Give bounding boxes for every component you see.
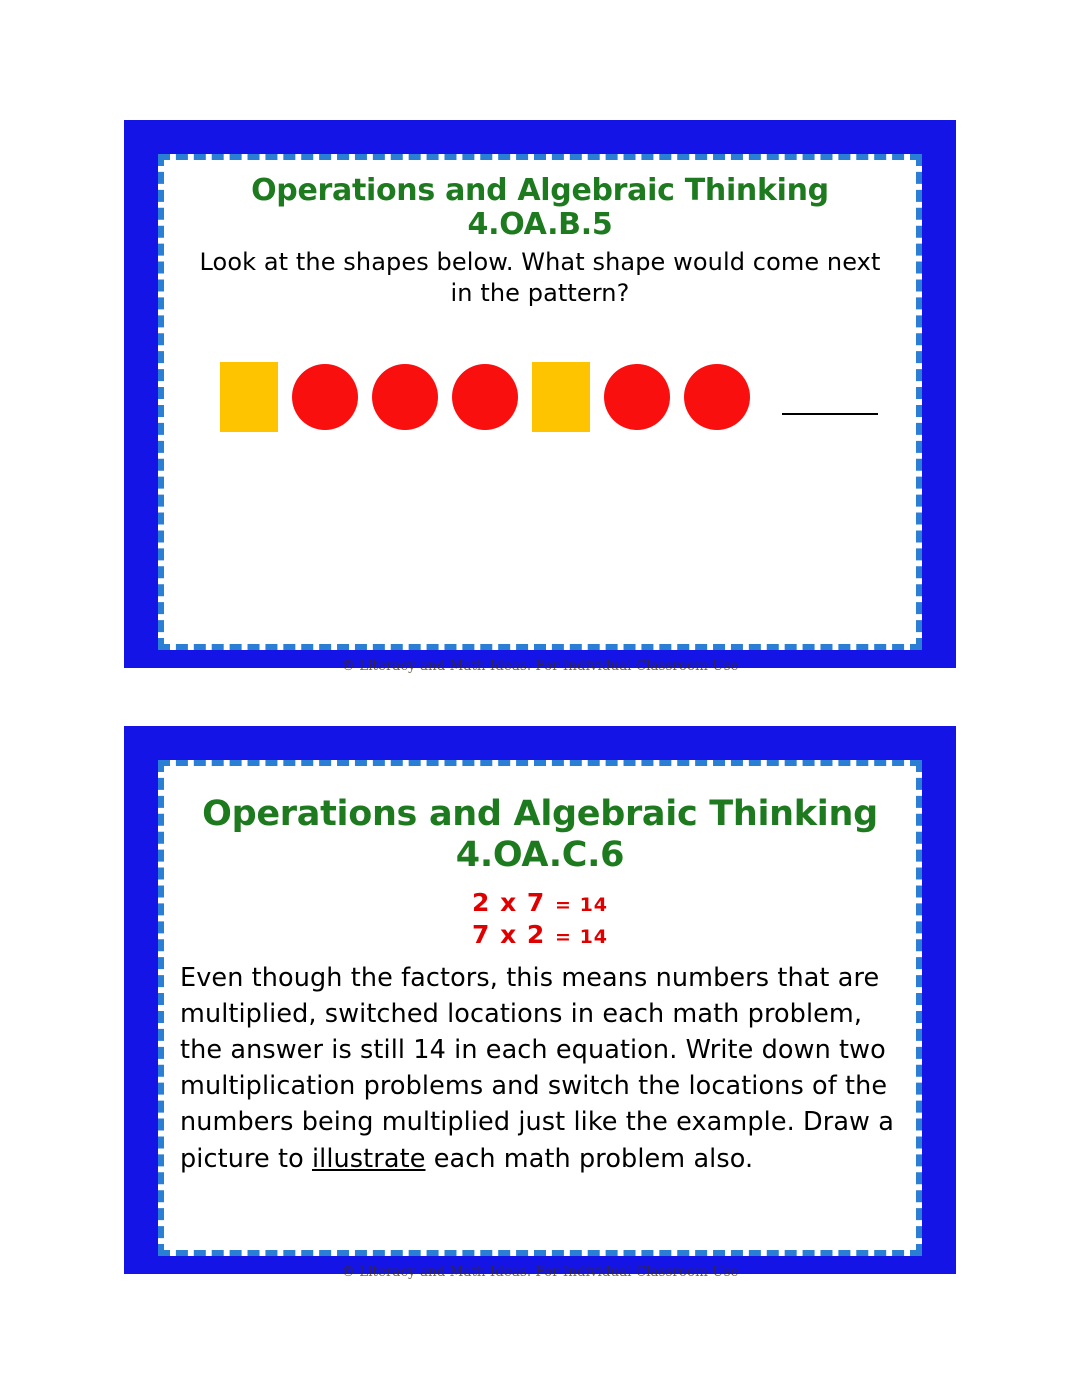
square-shape: [220, 362, 278, 432]
equation-expression: 7 x 2: [471, 920, 546, 950]
circle-shape: [604, 364, 670, 430]
circle-shape: [372, 364, 438, 430]
pattern-sequence: [220, 352, 920, 442]
equation-list: [174, 887, 906, 952]
equation-row: [174, 887, 906, 920]
page-title: Operations and Algebraic Thinking 4.OA.B.5: [251, 173, 829, 242]
copyright-footer: © Literacy and Math Ideas. For Individual Classroom Use: [341, 1264, 739, 1280]
copyright-footer: © Literacy and Math Ideas. For Individual Classroom Use: [341, 658, 739, 674]
prompt-text: Look at the shapes below. What shape would come next in the pattern?: [199, 248, 881, 307]
circle-shape: [684, 364, 750, 430]
answer-blank-line[interactable]: [782, 413, 878, 415]
task-card-commutative: [124, 726, 956, 1280]
circle-shape: [292, 364, 358, 430]
instruction-paragraph: [180, 960, 900, 1177]
card-inner-commutative: [158, 760, 922, 1280]
equation-result: = 14: [555, 893, 609, 916]
card-inner-pattern: [158, 154, 922, 674]
equation-expression: 2 x 7: [471, 887, 546, 917]
paragraph-part: Even though the factors, this means numbers that are multiplied, switched locations in each math problem, the answer is still 14 in each equation. Write down two multiplication problems and switch the locations of the numbers being multiplied just like the example. Draw a picture to: [180, 962, 894, 1174]
circle-shape: [452, 364, 518, 430]
paragraph-part-underlined: illustrate: [311, 1143, 426, 1174]
equation-result: = 14: [555, 926, 609, 949]
equation-row: [174, 919, 906, 952]
square-shape: [532, 362, 590, 432]
task-card-pattern: [124, 120, 956, 674]
paragraph-part: each math problem also.: [425, 1143, 754, 1174]
page-title: Operations and Algebraic Thinking 4.OA.C.6: [202, 794, 878, 876]
